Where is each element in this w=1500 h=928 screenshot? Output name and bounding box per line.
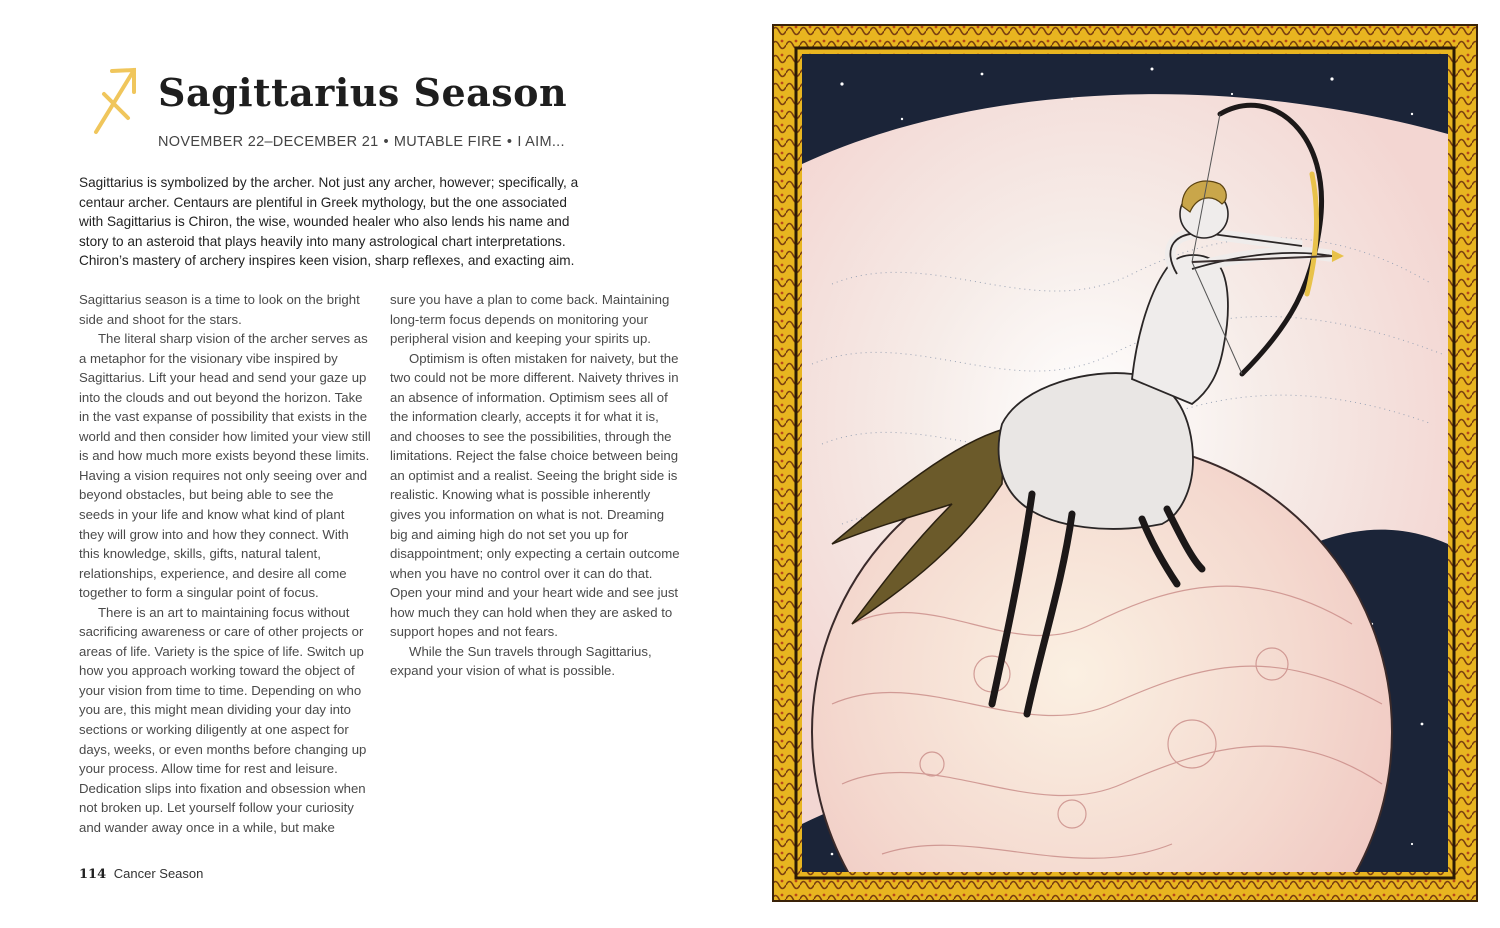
body-paragraph: While the Sun travels through Sagittarius, expand your vision of what is possible.: [390, 643, 652, 679]
page-footer: [79, 866, 203, 882]
sagittarius-glyph-icon: [90, 64, 142, 138]
body-paragraph: Sagittarius season is a time to look on the bright side and shoot for the stars.: [79, 292, 360, 327]
body-column-2: [390, 290, 682, 681]
body-column-1: [79, 290, 371, 837]
body-paragraph: The literal sharp vision of the archer serves as a metaphor for the visionary vibe inspired by Sagittarius. Lift your head and send your gaze up into the clouds and out beyond the horizon. Take in the vast expanse of possibility that exists in the world and then consider how limited your view still is and how much more exists beyond these limits. Having a vision requires not only seeing over and beyond obstacles, but being able to see the seeds in your life and know what kind of plant they will grow into and how they connect. With this knowledge, skills, gifts, natural talent, relationships, experience, and desire all come together to form a singular point of focus.: [79, 331, 371, 601]
season-subtitle: [158, 134, 565, 150]
running-section-title: Cancer Season: [113, 866, 204, 881]
separator-dot: •: [506, 134, 513, 150]
body-paragraph: There is an art to maintaining focus without sacrificing awareness or care of other projects or areas of life. Variety is the spice of life. Switch up how you approach working toward the object of your vision from time to time. Depending on who you are, this might mean dividing your day into sections or working diligently at one aspect for days, weeks, or even months before changing up your process. Allow time for rest and leisure. Dedication slips into fixation and obsession when not broken up. Let yourself follow your curiosity and wander away once in a while, but make: [79, 604, 367, 835]
body-paragraph: sure you have a plan to come back. Maintaining long-term focus depends on monitoring your peripheral vision and keeping your spirits up.: [390, 292, 670, 347]
body-paragraph: Optimism is often mistaken for naivety, but the two could not be more different. Naivety thrives in an absence of information. Optimism sees all of the information clearly, accepts it for what it is, and chooses to see the possibilities, through the limitations. Reject the false choice between being an optimist and a realist. Seeing the bright side is realistic. Knowing what is possible inherently gives you information on what is not. Dreaming big and aiming high do not set you up for disappointment; only expecting a certain outcome when you have no control over it can do that. Open your mind and your heart wide and see just how much they can hold when they are asked to support hopes and not fears.: [390, 350, 680, 640]
separator-dot: •: [383, 134, 389, 150]
season-modality: MUTABLE FIRE: [393, 134, 502, 150]
illustration-art: [772, 24, 1478, 902]
page-title: Sagittarius Season: [158, 70, 568, 115]
season-dates: NOVEMBER 22–DECEMBER 21: [158, 134, 379, 150]
season-motto: I AIM...: [517, 134, 565, 150]
intro-paragraph: Sagittarius is symbolized by the archer. Not just any archer, however; specifically, a centaur archer. Centaurs are plentiful in Greek mythology, but the one associated with Sagittarius is Chiron, the wise, wounded healer who also lends his name and story to an asteroid that plays heavily into many astrological chart interpretations. Chiron’s mastery of archery inspires keen vision, sharp reflexes, and exacting aim.: [79, 175, 579, 269]
page-number: 114: [79, 867, 107, 882]
centaur-archer-illustration: [772, 24, 1478, 902]
